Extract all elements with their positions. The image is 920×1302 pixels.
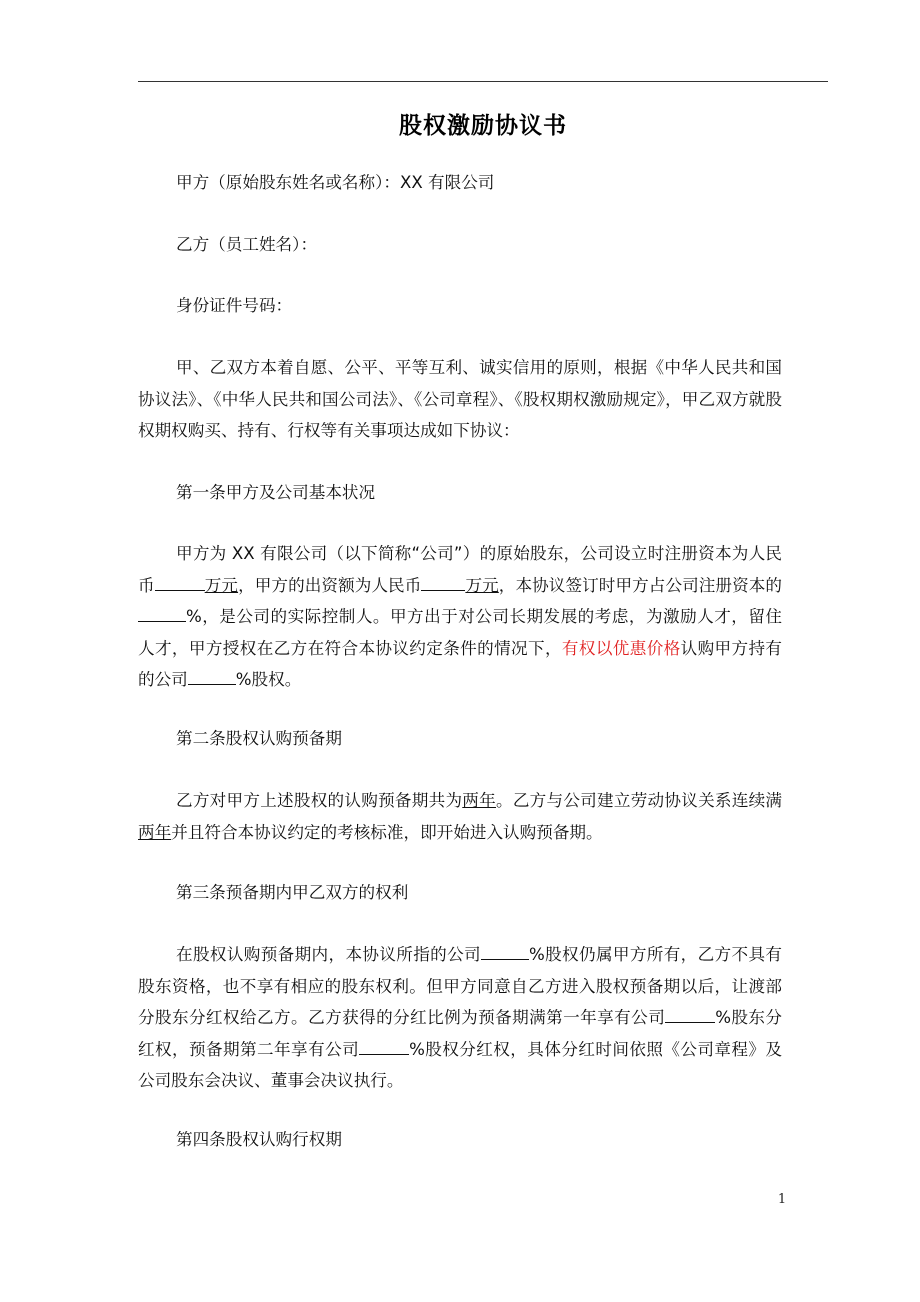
equity-percent-blank <box>188 668 236 685</box>
contribution-unit: 万元 <box>465 575 499 595</box>
article2-text-1: 乙方对甲方上述股权的认购预备期共为 <box>176 791 463 810</box>
first-year-dividend-blank <box>665 1006 715 1023</box>
article3-heading: 第三条预备期内甲乙双方的权利 <box>176 883 409 902</box>
article3-text-1: 在股权认购预备期内，本协议所指的公司 <box>176 945 481 964</box>
article1-heading: 第一条甲方及公司基本状况 <box>176 483 376 502</box>
article2-text-2: 。乙方与公司建立劳动协议关系连续满 <box>495 791 783 810</box>
reserved-equity-blank <box>481 943 529 960</box>
id-number-line: 身份证件号码： <box>176 296 293 315</box>
period-term-1: 两年 <box>462 791 496 810</box>
page-number: 1 <box>777 1192 787 1207</box>
share-percent-blank <box>138 605 186 622</box>
article3-text-2: %股权仍属甲方所有，乙方不具有股东资格，也不享有相应的股东权利。但甲方同意自乙方进入股权预备期以后，让渡部分股东分红权给乙方。乙方获得的分红比例为预备期满第一年享有公司 <box>138 945 782 1027</box>
article2-heading: 第二条股权认购预备期 <box>176 729 342 748</box>
article1-text-3: ，本协议签订时甲方占公司注册资本的 <box>498 575 783 595</box>
capital-unit: 万元 <box>204 575 239 595</box>
article4-heading: 第四条股权认购行权期 <box>176 1130 342 1149</box>
article1-paragraph <box>138 538 782 696</box>
header-rule <box>138 81 828 82</box>
article2-paragraph <box>138 785 782 848</box>
article3-text-4: %股权分红权，具体分红时间依照《公司章程》及公司股东会决议、董事会决议执行。 <box>138 1039 782 1090</box>
article2-text-3: 并且符合本协议约定的考核标准，即开始进入认购预备期。 <box>171 822 603 842</box>
article1-text-4: %，是公司的实际控制人。甲方出于对公司长期发展的考虑，为激励人才，留住人才，甲方授权在乙方在符合本协议约定条件的情况下， <box>138 607 782 658</box>
article3-paragraph <box>138 939 782 1097</box>
party-a-line: 甲方（原始股东姓名或名称）：XX 有限公司 <box>176 173 495 192</box>
capital-amount-blank <box>155 574 205 591</box>
period-term-2: 两年 <box>138 822 172 842</box>
preferential-price-highlight: 有权以优惠价格 <box>561 638 681 658</box>
article1-text-6: %股权。 <box>235 670 302 689</box>
article1-text-1: 甲方为 XX 有限公司（以下简称“公司”）的原始股东，公司设立时注册资本为人民币 <box>138 544 782 595</box>
contribution-amount-blank <box>421 574 465 591</box>
article1-text-2: ，甲方的出资额为人民币 <box>238 575 422 595</box>
document-title: 股权激励协议书 <box>399 113 567 139</box>
article3-text-3: %股东分红权，预备期第二年享有公司 <box>138 1008 782 1059</box>
second-year-dividend-blank <box>359 1038 409 1055</box>
preamble-paragraph: 甲、乙双方本着自愿、公平、平等互利、诚实信用的原则，根据《中华人民共和国协议法》、《中华人民共和国公司法》、《公司章程》、《股权期权激励规定》，甲乙双方就股权期权购买、持有、行权等有关事项达成如下协议： <box>138 358 782 440</box>
party-b-line: 乙方（员工姓名）： <box>176 235 318 254</box>
article1-text-5: 认购甲方持有的公司 <box>138 638 783 689</box>
